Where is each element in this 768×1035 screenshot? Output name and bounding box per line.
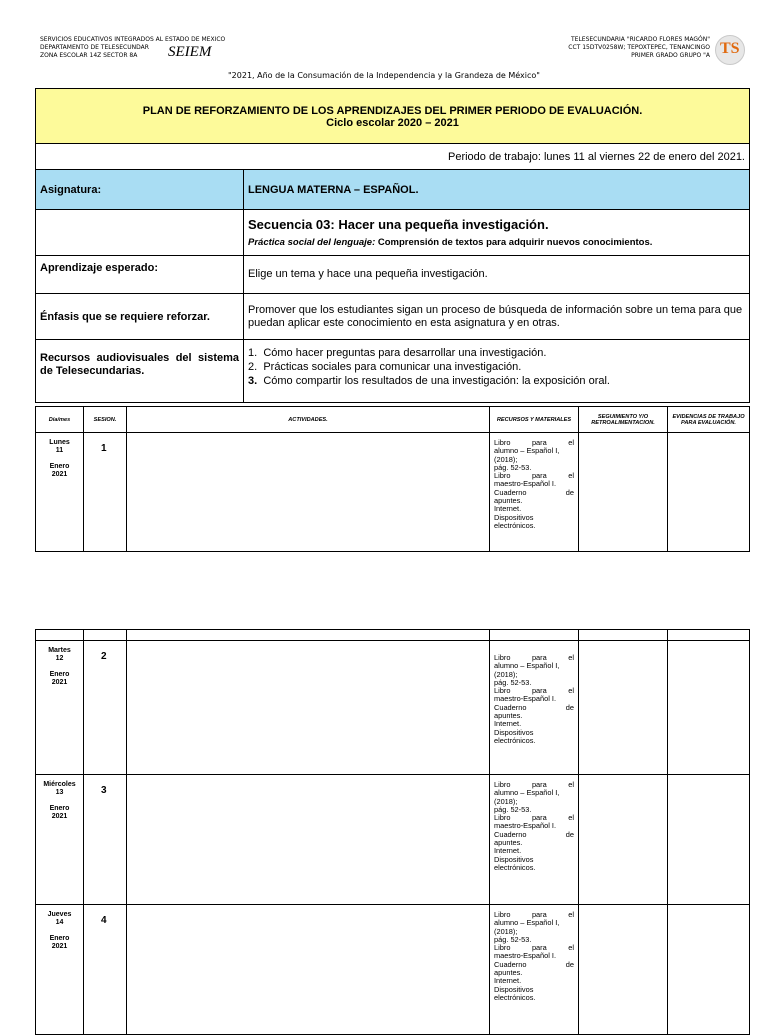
plan-info-table — [35, 88, 750, 403]
table-row — [36, 641, 750, 775]
resources-cell: Libro para el alumno – Español I, (2018); pág. 52-53. Libro para el maestro-Español I. Cuaderno de apuntes. Internet. Dispositivos electrónicos. — [490, 905, 579, 1035]
evidence-cell — [668, 433, 750, 552]
feedback-cell — [579, 905, 668, 1035]
practica-line — [248, 237, 745, 248]
evidence-cell — [668, 905, 750, 1035]
feedback-cell — [579, 433, 668, 552]
col-header-sesion: SESION. — [84, 407, 127, 433]
enfasis-label: Énfasis que se requiere reforzar. — [36, 294, 244, 340]
recursos-item: 3. Cómo compartir los resultados de una investigación: la exposición oral. — [248, 375, 610, 387]
activities-cell — [127, 433, 490, 552]
header-right — [568, 36, 710, 60]
enfasis-value: Promover que los estudiantes sigan un proceso de búsqueda de información sobre un tema para que puedan aplicar este conocimiento en esta asignatura y en otras. — [244, 294, 750, 340]
secuencia-empty-cell — [36, 210, 244, 256]
evidence-cell — [668, 775, 750, 905]
header-right-line: PRIMER GRADO GRUPO "A — [631, 52, 710, 59]
feedback-cell — [579, 641, 668, 775]
asignatura-value: LENGUA MATERNA – ESPAÑOL. — [244, 170, 750, 210]
evidence-cell — [668, 641, 750, 775]
activities-cell — [127, 775, 490, 905]
header-right-line: CCT 15DTV0258W; TEPOXTEPEC, TENANCINGO — [568, 44, 710, 51]
resources-cell: Libro para el alumno – Español I, (2018); pág. 52-53. Libro para el maestro-Español I. Cuaderno de apuntes. Internet. Dispositivos electrónicos. — [490, 775, 579, 905]
seiem-logo: SEIEM — [168, 44, 212, 60]
col-header-actividades: ACTIVIDADES. — [127, 407, 490, 433]
recursos-item: 1. Cómo hacer preguntas para desarrollar una investigación. — [248, 347, 547, 359]
col-header-recursos: RECURSOS Y MATERIALES — [490, 407, 579, 433]
table-row — [36, 775, 750, 905]
session-cell: 1 — [84, 433, 127, 552]
activities-cell — [127, 641, 490, 775]
col-header-dia: Día/mes — [36, 407, 84, 433]
session-cell: 3 — [84, 775, 127, 905]
day-cell: Lunes 11 Enero 2021 — [36, 433, 84, 552]
header-left-line: SERVICIOS EDUCATIVOS INTEGRADOS AL ESTADO DE MEXICO — [40, 36, 226, 43]
session-cell: 4 — [84, 905, 127, 1035]
day-cell: Jueves 14 Enero 2021 — [36, 905, 84, 1035]
period-text: Periodo de trabajo: lunes 11 al viernes 22 de enero del 2021. — [447, 150, 745, 163]
secuencia-cell — [244, 210, 750, 256]
aprendizaje-value: Elige un tema y hace una pequeña investigación. — [244, 256, 750, 294]
header-left-line: ZONA ESCOLAR 14Z SECTOR 8A — [40, 52, 138, 59]
col-header-seguimiento: SEGUIMIENTO Y/O RETROALIMENTACION. — [579, 407, 668, 433]
motto: "2021, Año de la Consumación de la Independencia y la Grandeza de México" — [228, 71, 540, 80]
activities-cell — [127, 905, 490, 1035]
plan-title-cell — [36, 89, 750, 144]
practica-label: Práctica social del lenguaje: — [248, 237, 376, 248]
recursos-item: 2. Prácticas sociales para comunicar una investigación. — [248, 361, 522, 373]
table-row — [36, 905, 750, 1035]
col-header-evidencias: EVIDENCIAS DE TRABAJO PARA EVALUACIÓN. — [668, 407, 750, 433]
activities-table-page2 — [35, 629, 750, 1035]
aprendizaje-label: Aprendizaje esperado: — [36, 256, 244, 294]
table-row — [36, 433, 750, 552]
plan-subtitle: Ciclo escolar 2020 – 2021 — [326, 117, 459, 129]
session-cell: 2 — [84, 641, 127, 775]
resources-cell: Libro para el alumno – Español I, (2018); pág. 52-53. Libro para el maestro-Español I. Cuaderno de apuntes. Internet. Dispositivos electrónicos. — [490, 641, 579, 775]
header-left-line: DEPARTAMENTO DE TELESECUNDAR — [40, 44, 149, 51]
table-spacer-row — [36, 630, 750, 641]
period-cell — [36, 144, 750, 170]
ts-logo-icon — [715, 35, 745, 65]
ts-logo-text: TS — [720, 40, 740, 57]
recursos-label: Recursos audiovisuales del sistema de Telesecundarias. — [36, 340, 244, 403]
asignatura-label: Asignatura: — [36, 170, 244, 210]
recursos-list — [244, 340, 750, 403]
day-cell: Miércoles 13 Enero 2021 — [36, 775, 84, 905]
resources-cell: Libro para el alumno – Español I, (2018); pág. 52-53. Libro para el maestro-Español I. Cuaderno de apuntes. Internet. Dispositivos electrónicos. — [490, 433, 579, 552]
activities-table-page1 — [35, 406, 750, 552]
plan-title: PLAN DE REFORZAMIENTO DE LOS APRENDIZAJES DEL PRIMER PERIODO DE EVALUACIÓN. — [142, 105, 643, 117]
feedback-cell — [579, 775, 668, 905]
day-cell: Martes 12 Enero 2021 — [36, 641, 84, 775]
practica-value: Comprensión de textos para adquirir nuevos conocimientos. — [375, 237, 653, 248]
secuencia-title: Secuencia 03: Hacer una pequeña investigación. — [248, 217, 549, 232]
header-right-line: TELESECUNDARIA "RICARDO FLORES MAGÓN" — [570, 36, 710, 43]
